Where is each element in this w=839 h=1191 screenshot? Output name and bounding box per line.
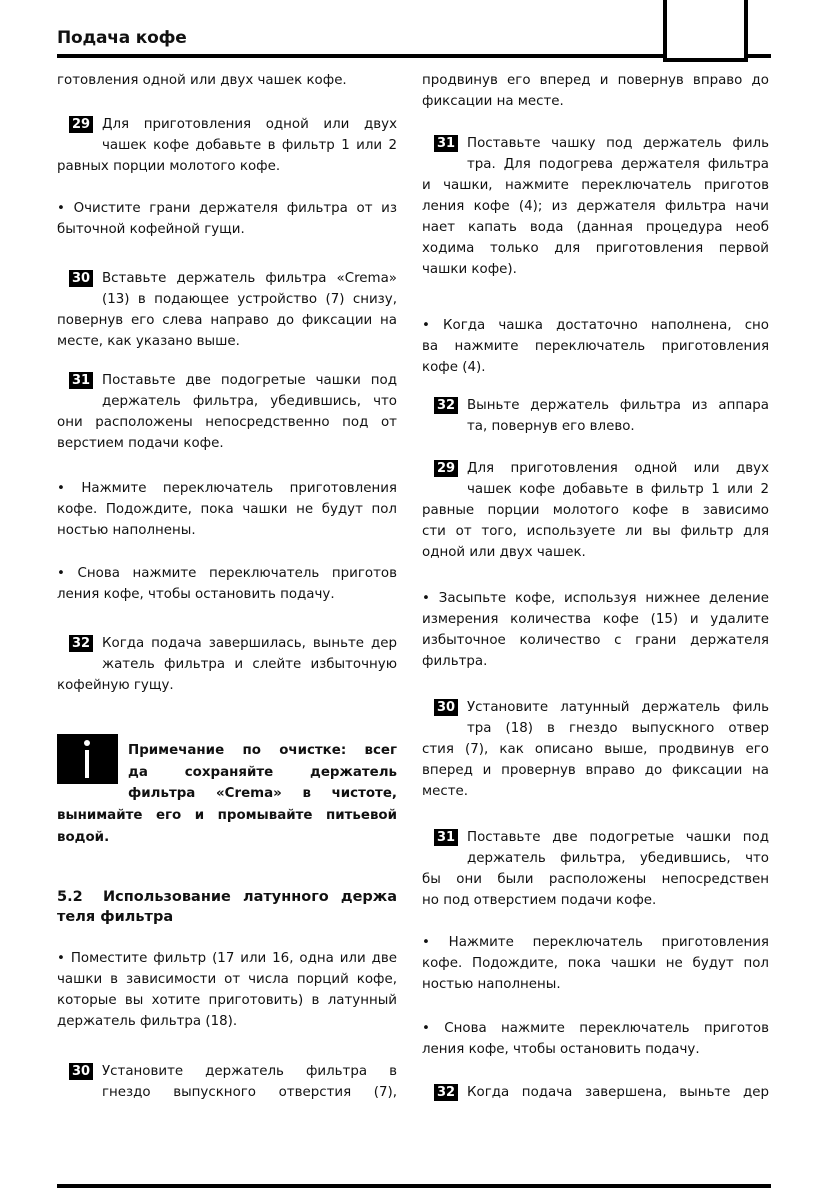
text-line: держатель фильтра, убедившись, что bbox=[467, 851, 769, 866]
instruction-step bbox=[57, 633, 397, 696]
text-line: фильтра. bbox=[422, 654, 488, 669]
text-line: бы они были расположены непосредствен bbox=[422, 872, 769, 887]
text-line-wrap bbox=[422, 500, 769, 521]
text-line-wrap bbox=[57, 310, 397, 331]
text-line: Использование латунного держа bbox=[103, 889, 397, 905]
text-line: кофе. Подождите, пока чашки не будут пол bbox=[57, 502, 397, 517]
text-line: они расположены непосредственно под от bbox=[57, 415, 397, 430]
text-line-wrap bbox=[57, 907, 397, 927]
text-line: ления кофе, чтобы остановить подачу. bbox=[57, 587, 335, 602]
text-line-wrap bbox=[57, 654, 397, 675]
text-line-wrap bbox=[422, 196, 769, 217]
instruction-step bbox=[57, 370, 397, 454]
text-line: Поставьте чашку под держатель филь bbox=[467, 136, 769, 151]
text-line-wrap bbox=[422, 1039, 769, 1060]
text-line: да сохраняйте держатель bbox=[128, 764, 397, 780]
text-line: быточной кофейной гущи. bbox=[57, 222, 245, 237]
paragraph bbox=[422, 70, 769, 112]
text-line-wrap bbox=[57, 762, 397, 784]
section-number: 5.2 bbox=[57, 889, 83, 905]
text-line: измерения количества кофе (15) и удалите bbox=[422, 612, 769, 627]
bullet-item bbox=[422, 1018, 769, 1060]
bullet-item bbox=[422, 588, 769, 672]
text-line: одной или двух чашек. bbox=[422, 545, 586, 560]
text-line-wrap bbox=[57, 114, 397, 135]
text-line-wrap bbox=[57, 156, 397, 177]
step-number-badge: 32 bbox=[434, 397, 458, 414]
text-line: сти от того, используете ли вы фильтр для bbox=[422, 524, 769, 539]
step-number-badge: 32 bbox=[69, 635, 93, 652]
text-line-wrap bbox=[422, 869, 769, 890]
text-line-wrap bbox=[57, 675, 397, 696]
text-line-wrap bbox=[57, 633, 397, 654]
text-line: ходима только для приготовления первой bbox=[422, 241, 769, 256]
bullet-item bbox=[57, 948, 397, 1032]
text-line: но под отверстием подачи кофе. bbox=[422, 893, 657, 908]
text-line: Примечание по очистке: всег bbox=[128, 743, 397, 758]
text-line: чашки в зависимости от числа порций кофе, bbox=[57, 972, 397, 987]
text-line: вынимайте его и промывайте питьевой bbox=[57, 808, 397, 824]
text-line: • Нажмите переключатель приготовления bbox=[422, 935, 769, 950]
text-line-wrap bbox=[57, 391, 397, 412]
text-line: фиксации на месте. bbox=[422, 94, 564, 109]
text-line: кофейную гущу. bbox=[57, 678, 174, 693]
text-line: держатель фильтра, убедившись, что bbox=[102, 394, 397, 409]
text-line-wrap bbox=[57, 740, 397, 762]
text-line-wrap bbox=[422, 259, 769, 280]
text-line: равных порции молотого кофе. bbox=[57, 159, 281, 174]
text-line-wrap bbox=[57, 370, 397, 391]
text-line-wrap bbox=[422, 395, 769, 416]
text-line: • Нажмите переключатель приготовления bbox=[57, 481, 397, 496]
text-line-wrap bbox=[422, 154, 769, 175]
text-line: Вставьте держатель фильтра «Crema» bbox=[102, 271, 397, 286]
bullet-item bbox=[422, 932, 769, 995]
text-line-wrap bbox=[422, 609, 769, 630]
text-line-wrap bbox=[57, 1082, 397, 1103]
instruction-step bbox=[57, 114, 397, 177]
bullet-item bbox=[57, 478, 397, 541]
text-line-wrap bbox=[422, 718, 769, 739]
text-line-wrap bbox=[57, 412, 397, 433]
text-line-wrap bbox=[422, 890, 769, 911]
text-line: месте, как указано выше. bbox=[57, 334, 240, 349]
text-line-wrap bbox=[57, 783, 397, 805]
text-line-wrap bbox=[422, 315, 769, 336]
text-line-wrap bbox=[422, 70, 769, 91]
text-line: Когда подача завершилась, выньте дер bbox=[102, 636, 397, 651]
text-line-wrap bbox=[422, 336, 769, 357]
instruction-step bbox=[57, 1061, 397, 1103]
step-number-badge: 31 bbox=[69, 372, 93, 389]
step-number-badge: 29 bbox=[69, 116, 93, 133]
step-number-badge: 32 bbox=[434, 1084, 458, 1101]
text-line: ва нажмите переключатель приготовления bbox=[422, 339, 769, 354]
text-line: Поставьте две подогретые чашки под bbox=[467, 830, 769, 845]
text-line: месте. bbox=[422, 784, 468, 799]
text-line-wrap bbox=[422, 932, 769, 953]
bullet-item bbox=[57, 198, 397, 240]
text-line-wrap bbox=[422, 697, 769, 718]
text-line-wrap bbox=[57, 331, 397, 352]
bullet-item bbox=[57, 563, 397, 605]
step-number-badge: 31 bbox=[434, 829, 458, 846]
text-line: Когда подача завершена, выньте дер bbox=[467, 1085, 769, 1100]
text-line-wrap bbox=[422, 588, 769, 609]
text-line-wrap bbox=[422, 458, 769, 479]
text-line: Выньте держатель фильтра из аппара bbox=[467, 398, 769, 413]
text-line: верстием подачи кофе. bbox=[57, 436, 224, 451]
text-line-wrap bbox=[422, 781, 769, 802]
text-line: • Поместите фильтр (17 или 16, одна или две bbox=[57, 951, 397, 966]
text-line: чашек кофе добавьте в фильтр 1 или 2 bbox=[102, 138, 397, 153]
paragraph bbox=[57, 70, 397, 91]
text-line-wrap bbox=[422, 238, 769, 259]
text-line-wrap bbox=[57, 887, 397, 907]
text-line: Установите держатель фильтра в bbox=[102, 1064, 397, 1079]
text-line-wrap bbox=[422, 651, 769, 672]
step-number-badge: 30 bbox=[69, 1063, 93, 1080]
text-line: водой. bbox=[57, 829, 110, 845]
text-line-wrap bbox=[57, 827, 397, 849]
subsection-heading bbox=[57, 887, 397, 927]
text-line-wrap bbox=[422, 974, 769, 995]
instruction-step bbox=[422, 697, 769, 802]
step-number-badge: 30 bbox=[69, 270, 93, 287]
text-line-wrap bbox=[422, 357, 769, 378]
text-line: и чашки, нажмите переключатель приготов bbox=[422, 178, 769, 193]
text-line-wrap bbox=[422, 217, 769, 238]
step-number-badge: 30 bbox=[434, 699, 458, 716]
text-line: • Снова нажмите переключатель приготов bbox=[422, 1021, 769, 1036]
text-line-wrap bbox=[57, 433, 397, 454]
text-line-wrap bbox=[57, 584, 397, 605]
instruction-step bbox=[57, 268, 397, 352]
text-line-wrap bbox=[57, 135, 397, 156]
text-line: стия (7), как описано выше, продвинув его bbox=[422, 742, 769, 757]
text-line: • Когда чашка достаточно наполнена, сно bbox=[422, 318, 769, 333]
text-line-wrap bbox=[422, 827, 769, 848]
instruction-step bbox=[422, 133, 769, 280]
text-line: готовления одной или двух чашек кофе. bbox=[57, 73, 347, 88]
text-line: которые вы хотите приготовить) в латунный bbox=[57, 993, 397, 1008]
text-line: • Очистите грани держателя фильтра от из bbox=[57, 201, 397, 216]
text-line: продвинув его вперед и повернув вправо до bbox=[422, 73, 769, 88]
text-line-wrap bbox=[422, 479, 769, 500]
text-line: чашек кофе добавьте в фильтр 1 или 2 bbox=[467, 482, 769, 497]
text-line-wrap bbox=[57, 805, 397, 827]
text-line-wrap bbox=[57, 948, 397, 969]
text-line-wrap bbox=[57, 198, 397, 219]
text-line-wrap bbox=[422, 133, 769, 154]
text-line: чашки кофе). bbox=[422, 262, 517, 277]
page-tab-box bbox=[663, 0, 748, 62]
text-line: тра (18) в гнездо выпускного отвер bbox=[467, 721, 769, 736]
cleaning-note bbox=[57, 740, 397, 848]
text-line-wrap bbox=[57, 1011, 397, 1032]
text-line: (13) в подающее устройство (7) снизу, bbox=[102, 292, 397, 307]
text-line: Установите латунный держатель филь bbox=[467, 700, 769, 715]
text-line: гнездо выпускного отверстия (7), bbox=[102, 1085, 397, 1100]
instruction-step bbox=[422, 1082, 769, 1103]
text-line: кофе. Подождите, пока чашки не будут пол bbox=[422, 956, 769, 971]
text-line: вперед и провернув вправо до фиксации на bbox=[422, 763, 769, 778]
text-line-wrap bbox=[57, 219, 397, 240]
text-line: избыточное количество с грани держателя bbox=[422, 633, 769, 648]
text-line: нает капать вода (данная процедура необ bbox=[422, 220, 769, 235]
text-line: • Засыпьте кофе, используя нижнее деление bbox=[422, 591, 769, 606]
text-line-wrap bbox=[57, 990, 397, 1011]
text-line: Для приготовления одной или двух bbox=[467, 461, 769, 476]
instruction-step bbox=[422, 827, 769, 911]
text-line-wrap bbox=[57, 520, 397, 541]
text-line-wrap bbox=[57, 1061, 397, 1082]
text-line-wrap bbox=[57, 70, 397, 91]
text-line: та, повернув его влево. bbox=[467, 419, 635, 434]
text-line-wrap bbox=[422, 416, 769, 437]
text-line-wrap bbox=[422, 521, 769, 542]
text-line: фильтра «Crema» в чистоте, bbox=[128, 786, 397, 802]
text-line-wrap bbox=[57, 969, 397, 990]
step-number-badge: 31 bbox=[434, 135, 458, 152]
text-line: кофе (4). bbox=[422, 360, 486, 375]
text-line: • Снова нажмите переключатель приготов bbox=[57, 566, 397, 581]
footer-rule bbox=[57, 1184, 771, 1188]
text-line: равные порции молотого кофе в зависимо bbox=[422, 503, 769, 518]
text-line: повернув его слева направо до фиксации на bbox=[57, 313, 397, 328]
instruction-step bbox=[422, 458, 769, 563]
text-line-wrap bbox=[422, 91, 769, 112]
text-line-wrap bbox=[422, 760, 769, 781]
text-line: тра. Для подогрева держателя фильтра bbox=[467, 157, 769, 172]
text-line-wrap bbox=[57, 563, 397, 584]
text-line-wrap bbox=[422, 1082, 769, 1103]
text-line-wrap bbox=[422, 542, 769, 563]
text-line-wrap bbox=[422, 953, 769, 974]
text-line: держатель фильтра (18). bbox=[57, 1014, 238, 1029]
text-line-wrap bbox=[422, 848, 769, 869]
text-line-wrap bbox=[422, 1018, 769, 1039]
text-line: ностью наполнены. bbox=[422, 977, 561, 992]
text-line: жатель фильтра и слейте избыточную bbox=[102, 657, 397, 672]
text-line-wrap bbox=[57, 478, 397, 499]
instruction-step bbox=[422, 395, 769, 437]
section-title: Подача кофе bbox=[57, 28, 187, 48]
text-line-wrap bbox=[57, 499, 397, 520]
text-line: ностью наполнены. bbox=[57, 523, 196, 538]
text-line-wrap bbox=[57, 268, 397, 289]
bullet-item bbox=[422, 315, 769, 378]
text-line: Поставьте две подогретые чашки под bbox=[102, 373, 397, 388]
text-line: теля фильтра bbox=[57, 909, 174, 925]
text-line: ления кофе (4); из держателя фильтра начи bbox=[422, 199, 769, 214]
text-line-wrap bbox=[422, 630, 769, 651]
text-line: Для приготовления одной или двух bbox=[102, 117, 397, 132]
text-line-wrap bbox=[422, 175, 769, 196]
text-line-wrap bbox=[422, 739, 769, 760]
step-number-badge: 29 bbox=[434, 460, 458, 477]
text-line: ления кофе, чтобы остановить подачу. bbox=[422, 1042, 700, 1057]
text-line-wrap bbox=[57, 289, 397, 310]
